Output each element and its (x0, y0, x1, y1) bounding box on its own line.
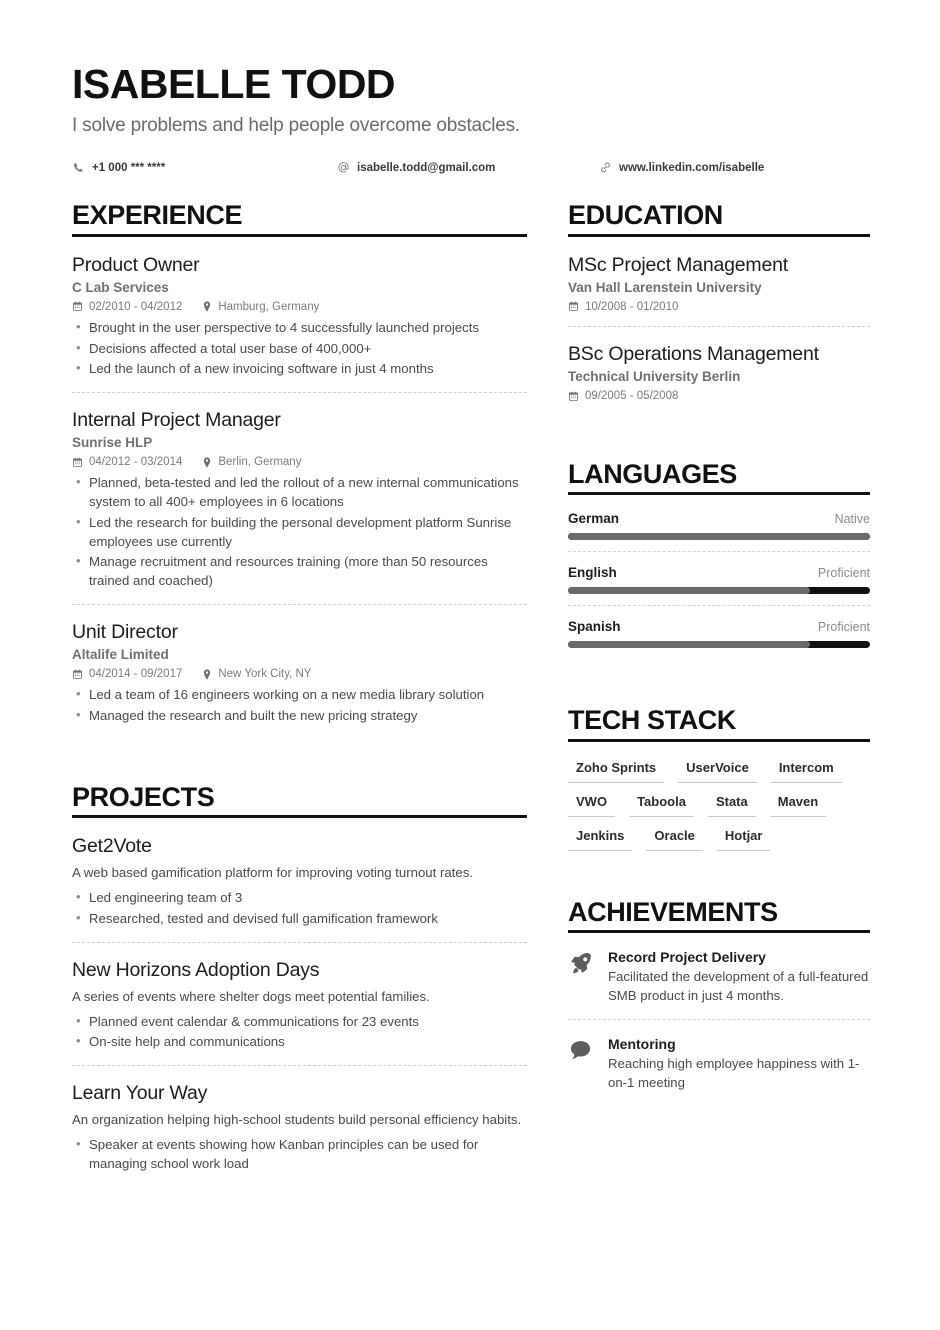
tech-tag: Zoho Sprints (568, 758, 664, 783)
education-entry (568, 253, 870, 326)
job-company: C Lab Services (72, 279, 169, 295)
bullet-item: • Led the launch of a new invoicing software in just 4 months (72, 360, 527, 379)
section-education (568, 200, 870, 415)
section-title-education: EDUCATION (568, 200, 723, 231)
language-proficiency-fill (568, 641, 810, 648)
job-meta (72, 301, 527, 313)
bullet-item: • Planned event calendar & communications for 23 events (72, 1013, 527, 1032)
right-column (568, 200, 870, 1111)
language-proficiency-bar[interactable] (568, 641, 870, 648)
section-title-tech-stack: TECH STACK (568, 705, 736, 736)
speech-bubble-icon (568, 1036, 594, 1092)
achievement-body (608, 1036, 870, 1092)
project-bullets (72, 889, 527, 928)
section-projects (72, 782, 527, 1187)
project-entry (72, 1065, 527, 1187)
calendar-icon (568, 301, 579, 312)
contact-phone-text: +1 000 *** **** (92, 161, 166, 174)
bullet-item: • Decisions affected a total user base of 400,000+ (72, 340, 527, 359)
job-meta (72, 456, 527, 468)
language-proficiency-fill (568, 533, 870, 540)
language-name: German (568, 511, 620, 527)
job-role: Product Owner (72, 253, 200, 276)
contact-phone[interactable] (72, 161, 337, 174)
section-experience (72, 200, 527, 738)
calendar-icon (72, 457, 83, 468)
job-meta (72, 668, 527, 680)
map-pin-icon (202, 301, 212, 312)
project-name: Learn Your Way (72, 1082, 208, 1105)
bullet-item: • Researched, tested and devised full gamification framework (72, 910, 527, 929)
education-dates-text: 10/2008 - 01/2010 (585, 300, 679, 313)
school-name: Technical University Berlin (568, 369, 741, 385)
resume-body (72, 200, 870, 1190)
achievement-title: Mentoring (608, 1036, 676, 1053)
language-proficiency-bar[interactable] (568, 533, 870, 540)
bullet-item: • Speaker at events showing how Kanban principles can be used for managing school work load (72, 1136, 527, 1173)
calendar-icon (72, 301, 83, 312)
job-dates-text: 04/2012 - 03/2014 (89, 456, 183, 469)
experience-entry (72, 253, 527, 393)
job-dates (72, 301, 182, 313)
job-dates (72, 668, 182, 680)
project-entry (72, 942, 527, 1066)
project-entry (72, 834, 527, 942)
contact-email[interactable] (337, 161, 599, 174)
project-bullets (72, 1136, 527, 1173)
achievement-item (568, 949, 870, 1019)
achievement-title: Record Project Delivery (608, 948, 766, 965)
section-rule (72, 234, 527, 237)
language-level: Native (834, 512, 870, 527)
candidate-name: ISABELLE TODD (72, 61, 396, 107)
language-row (568, 619, 870, 634)
job-role: Internal Project Manager (72, 409, 281, 432)
job-dates-text: 02/2010 - 04/2012 (89, 300, 183, 313)
education-dates (568, 301, 678, 313)
section-rule (568, 930, 870, 933)
language-item (568, 511, 870, 551)
job-location (202, 301, 319, 313)
section-tech-stack (568, 705, 870, 850)
education-dates-text: 09/2005 - 05/2008 (585, 390, 679, 403)
language-level: Proficient (817, 566, 870, 581)
project-bullets (72, 1013, 527, 1052)
link-icon (599, 161, 612, 174)
project-description: A web based gamification platform for improving voting turnout rates. (72, 865, 473, 881)
language-row (568, 565, 870, 580)
experience-entry (72, 392, 527, 604)
at-sign-icon (337, 161, 350, 174)
language-item (568, 551, 870, 605)
bullet-item: • Led engineering team of 3 (72, 889, 527, 908)
job-company: Sunrise HLP (72, 435, 153, 451)
job-role: Unit Director (72, 620, 178, 643)
tech-tag: UserVoice (678, 758, 757, 783)
achievement-body (608, 949, 870, 1005)
education-meta (568, 301, 870, 313)
map-pin-icon (202, 457, 212, 468)
candidate-tagline: I solve problems and help people overcome obstacles. (72, 115, 520, 137)
education-meta (568, 390, 870, 402)
job-company: Altalife Limited (72, 647, 169, 663)
contact-linkedin[interactable] (599, 161, 764, 174)
left-column (72, 200, 527, 1190)
contact-email-text: isabelle.todd@gmail.com (357, 161, 496, 174)
language-item (568, 605, 870, 659)
section-languages (568, 459, 870, 659)
bullet-item: • Brought in the user perspective to 4 successfully launched projects (72, 319, 527, 338)
resume-header (72, 62, 870, 174)
bullet-item: • Manage recruitment and resources training (more than 50 resources trained and coached) (72, 553, 527, 590)
tech-tag: Taboola (629, 792, 694, 817)
tech-tag: VWO (568, 792, 615, 817)
section-achievements (568, 897, 870, 1107)
education-dates (568, 390, 678, 402)
section-title-achievements: ACHIEVEMENTS (568, 896, 778, 927)
job-dates (72, 456, 182, 468)
section-title-languages: LANGUAGES (568, 459, 737, 490)
job-bullets (72, 319, 527, 379)
job-location-text: Berlin, Germany (218, 456, 302, 469)
bullet-item: • Planned, beta-tested and led the rollout of a new internal communications system to all 400+ employees in 6 locations (72, 474, 527, 511)
project-name: Get2Vote (72, 834, 152, 857)
tech-stack-tags (568, 758, 870, 851)
section-rule (72, 815, 527, 818)
tech-tag: Maven (770, 792, 826, 817)
experience-entry (72, 604, 527, 739)
section-rule (568, 492, 870, 495)
tech-tag: Oracle (646, 826, 702, 851)
language-name: Spanish (568, 619, 621, 635)
phone-icon (72, 162, 85, 174)
bullet-item: • Led the research for building the personal development platform Sunrise employees use currently (72, 514, 527, 551)
job-bullets (72, 474, 527, 590)
job-location-text: Hamburg, Germany (218, 300, 320, 313)
tech-tag: Stata (708, 792, 756, 817)
section-rule (568, 739, 870, 742)
project-description: A series of events where shelter dogs meet potential families. (72, 988, 430, 1004)
language-level: Proficient (817, 620, 870, 635)
bullet-item: • On-site help and communications (72, 1033, 527, 1052)
achievement-item (568, 1019, 870, 1106)
project-name: New Horizons Adoption Days (72, 958, 320, 981)
education-entry (568, 326, 870, 415)
job-location (202, 668, 311, 680)
contact-linkedin-text: www.linkedin.com/isabelle (619, 161, 765, 174)
tech-tag: Hotjar (717, 826, 771, 851)
job-location (202, 456, 301, 468)
degree-name: MSc Project Management (568, 253, 788, 276)
tech-tag: Intercom (771, 758, 842, 783)
calendar-icon (568, 391, 579, 402)
achievement-description: Facilitated the development of a full-featured SMB product in just 4 months. (608, 968, 869, 1003)
job-location-text: New York City, NY (218, 668, 312, 681)
project-description: An organization helping high-school students build personal efficiency habits. (72, 1112, 522, 1128)
rocket-icon (568, 949, 594, 1005)
job-bullets (72, 686, 527, 725)
language-row (568, 511, 870, 526)
section-rule (568, 234, 870, 237)
achievement-description: Reaching high employee happiness with 1-on-1 meeting (608, 1056, 860, 1091)
map-pin-icon (202, 669, 212, 680)
tech-tag: Jenkins (568, 826, 632, 851)
calendar-icon (72, 669, 83, 680)
school-name: Van Hall Larenstein University (568, 279, 762, 295)
job-dates-text: 04/2014 - 09/2017 (89, 668, 183, 681)
contact-row (72, 161, 870, 174)
language-proficiency-bar[interactable] (568, 587, 870, 594)
bullet-item: • Managed the research and built the new pricing strategy (72, 707, 527, 726)
degree-name: BSc Operations Management (568, 342, 819, 365)
section-title-projects: PROJECTS (72, 781, 215, 812)
bullet-item: • Led a team of 16 engineers working on a new media library solution (72, 686, 527, 705)
section-title-experience: EXPERIENCE (72, 200, 243, 231)
language-proficiency-fill (568, 587, 810, 594)
language-name: English (568, 565, 617, 581)
